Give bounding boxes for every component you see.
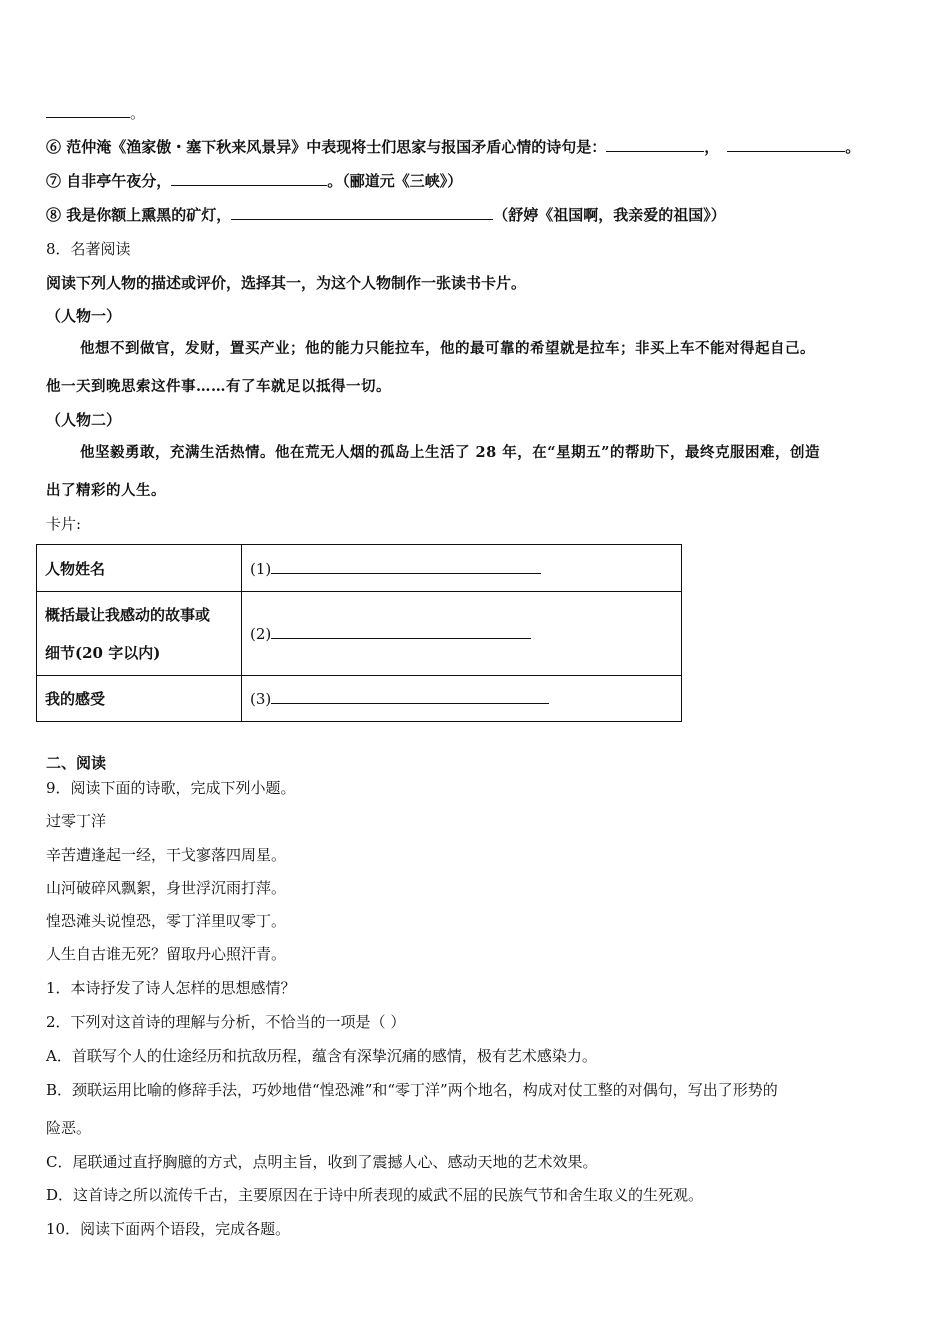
question-10: 10．阅读下面两个语段，完成各题。 <box>46 1220 291 1238</box>
question-8: ⑧ 我是你额上熏黑的矿灯， （舒婷《祖国啊，我亲爱的祖国》） <box>46 206 726 224</box>
section-8-instruction: 阅读下列人物的描述或评价，选择其一，为这个人物制作一张读书卡片。 <box>46 274 527 292</box>
option-b: B．颈联运用比喻的修辞手法，巧妙地借“惶恐滩”和“零丁洋”两个地名，构成对仗工整的对偶句，写出了形势的 <box>46 1081 778 1099</box>
character-1-text: 他一天到晚思索这件事……有了车就足以抵得一切。 <box>46 378 391 395</box>
fill-blank[interactable] <box>171 171 327 186</box>
card-row-feeling-label: 我的感受 <box>37 676 242 722</box>
option-c: C．尾联通过直抒胸臆的方式，点明主旨，收到了震撼人心、感动天地的艺术效果。 <box>46 1153 598 1171</box>
option-a: A．首联写个人的仕途经历和抗敌历程，蕴含有深挚沉痛的感情，极有艺术感染力。 <box>46 1047 597 1065</box>
fill-blank[interactable] <box>46 103 130 118</box>
answer-line-continued: 。 <box>46 103 145 123</box>
fill-blank[interactable] <box>271 689 549 704</box>
sub-question-2: 2．下列对这首诗的理解与分析，不恰当的一项是（ ） <box>46 1013 406 1031</box>
card-label: 卡片: <box>46 515 82 533</box>
reading-card-table <box>36 544 682 722</box>
character-2-text: 他坚毅勇敢，充满生活热情。他在荒无人烟的孤岛上生活了 28 年，在“星期五”的帮助下，最终克服困难，创造 <box>80 444 820 461</box>
poem-line: 人生自古谁无死？留取丹心照汗青。 <box>46 945 287 963</box>
card-row-feeling-answer: (3) <box>242 676 682 722</box>
character-2-label: （人物二） <box>46 411 122 429</box>
poem-line: 山河破碎风飘絮，身世浮沉雨打萍。 <box>46 879 287 897</box>
poem-title: 过零丁洋 <box>46 812 107 830</box>
poem-line: 辛苦遭逢起一经，干戈寥落四周星。 <box>46 846 287 864</box>
sub-question-1: 1．本诗抒发了诗人怎样的思想感情？ <box>46 979 296 997</box>
option-b-continued: 险恶。 <box>46 1119 92 1137</box>
option-d: D．这首诗之所以流传千古，主要原因在于诗中所表现的威武不屈的民族气节和舍生取义的生死观。 <box>46 1186 704 1204</box>
fill-blank[interactable] <box>231 205 493 220</box>
question-9: 9．阅读下面的诗歌，完成下列小题。 <box>46 779 296 797</box>
character-1-label: （人物一） <box>46 307 122 325</box>
poem-line: 惶恐滩头说惶恐，零丁洋里叹零丁。 <box>46 912 287 930</box>
section-heading: 二、阅读 <box>46 754 107 772</box>
fill-blank[interactable] <box>727 137 845 152</box>
card-row-story-label: 概括最让我感动的故事或 细节(20 字以内) <box>37 592 242 676</box>
question-7: ⑦ 自非亭午夜分， 。（郦道元《三峡》） <box>46 172 463 190</box>
card-row-story-answer: (2) <box>242 592 682 676</box>
card-row-name-label: 人物姓名 <box>37 545 242 592</box>
section-8-title: 8．名著阅读 <box>46 240 131 258</box>
fill-blank[interactable] <box>271 624 531 639</box>
character-2-text: 出了精彩的人生。 <box>46 482 166 499</box>
fill-blank[interactable] <box>606 137 704 152</box>
fill-blank[interactable] <box>271 559 541 574</box>
character-1-text: 他想不到做官，发财，置买产业；他的能力只能拉车，他的最可靠的希望就是拉车；非买上车不能对得起自己。 <box>80 340 815 357</box>
question-6: ⑥ 范仲淹《渔家傲・塞下秋来风景异》中表现将士们思家与报国矛盾心情的诗句是： ， 。 <box>46 138 861 156</box>
card-row-name-answer: (1) <box>242 545 682 592</box>
